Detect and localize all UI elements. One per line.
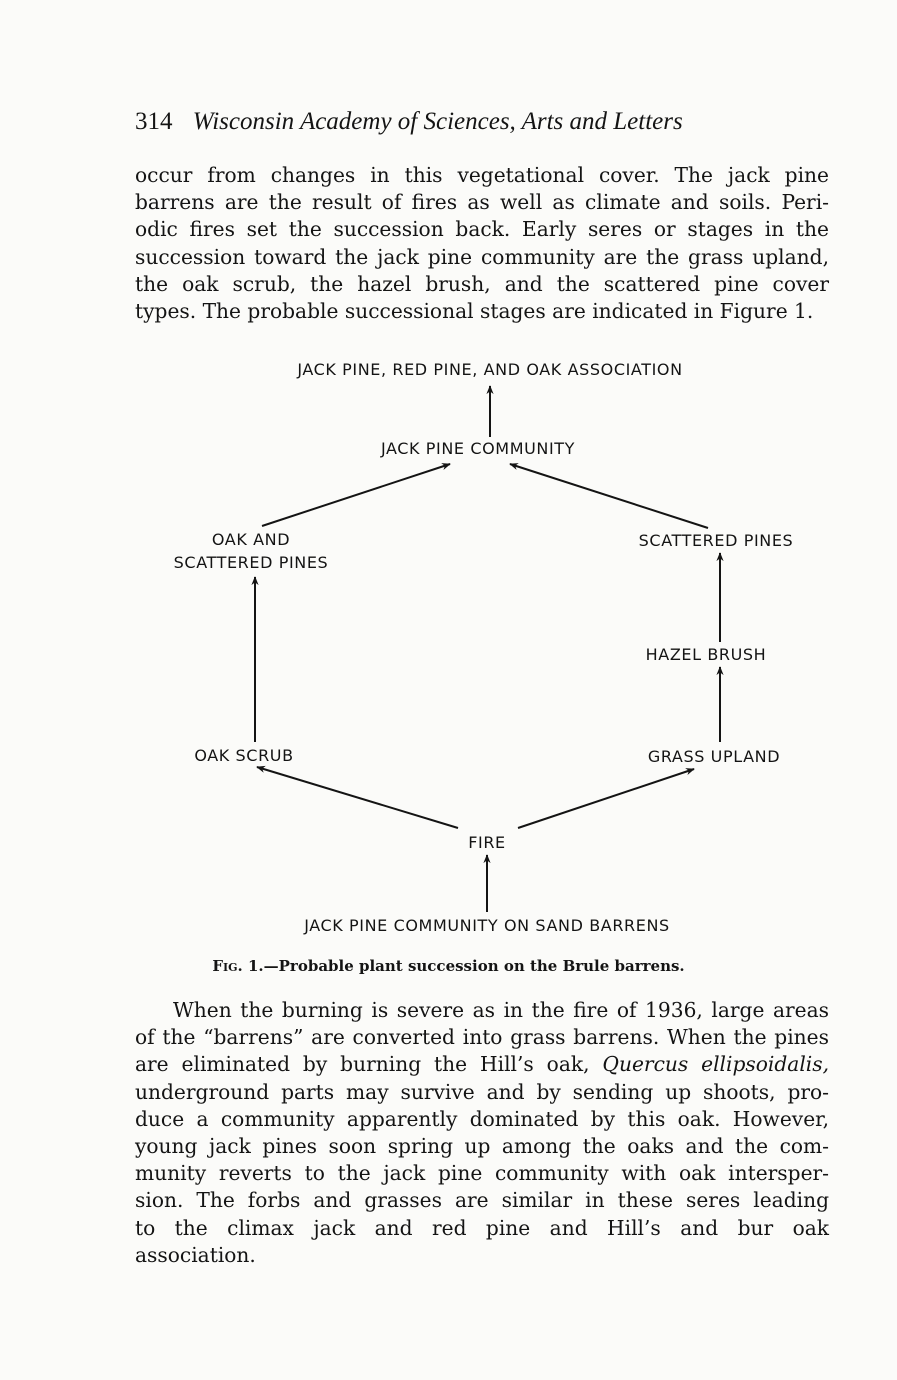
arrow-oakpines-to-jackpine [262,464,450,526]
paragraph-2-line: underground parts may survive and by sending up shoots, pro- [135,1079,829,1104]
figure-caption-text: —Probable plant succession on the Brule barrens. [263,957,685,975]
node-bottom-sand-barrens: JACK PINE COMMUNITY ON SAND BARRENS [304,916,670,935]
figure-caption [0,957,897,975]
paragraph-1-line: succession toward the jack pine community are the grass upland, [135,244,829,269]
paragraph-1-line: the oak scrub, the hazel brush, and the scattered pine cover [135,271,829,296]
page-number: 314 [135,108,173,135]
arrow-fire-to-oakscrub [257,767,458,828]
node-top-association: JACK PINE, RED PINE, AND OAK ASSOCIATION [297,360,683,379]
paragraph-2-line: sion. The forbs and grasses are similar in these seres leading [135,1188,829,1213]
paragraph-2-line: of the “barrens” are converted into grass barrens. When the pines [135,1025,829,1050]
paragraph-2 [135,997,829,1269]
species-name: Quercus ellipsoidalis, [602,1052,830,1077]
node-oak-scrub: OAK SCRUB [194,746,294,765]
node-scattered-pines: SCATTERED PINES [638,531,794,550]
node-fire: FIRE [468,833,506,852]
figure-label: Fig. 1. [212,957,264,975]
node-oak-and-pines-line1: OAK AND [211,530,291,549]
arrow-fire-to-grass [518,769,694,828]
paragraph-1-line: types. The probable successional stages are indicated in Figure 1. [135,298,814,323]
paragraph-2-line [135,1051,829,1078]
paragraph-1-line: barrens are the result of fires as well as climate and soils. Peri- [135,190,829,215]
node-hazel-brush: HAZEL BRUSH [645,645,767,664]
arrow-scattered-to-jackpine [510,464,708,528]
paragraph-2-line: munity reverts to the jack pine community with oak intersper- [135,1161,829,1186]
node-oak-and-pines-line2: SCATTERED PINES [173,553,329,572]
paragraph-2-line: young jack pines soon spring up among the oaks and the com- [135,1133,829,1158]
journal-title: Wisconsin Academy of Sciences, Arts and Letters [192,108,683,135]
paragraph-2-line: association. [135,1242,256,1267]
paragraph-2-line: When the burning is severe as in the fire of 1936, large areas [173,998,829,1022]
paragraph-2-line: duce a community apparently dominated by this oak. However, [135,1106,829,1131]
node-jack-pine-community: JACK PINE COMMUNITY [380,439,576,458]
paragraph-1-line: odic fires set the succession back. Early seres or stages in the [135,217,829,242]
paragraph-2-line3-text: are eliminated by burning the Hill’s oak, [135,1052,603,1077]
node-grass-upland: GRASS UPLAND [647,747,781,766]
paragraph-2-line: to the climax jack and red pine and Hill’s and bur oak [135,1215,829,1240]
paragraph-1-line: occur from changes in this vegetational cover. The jack pine [135,163,829,187]
